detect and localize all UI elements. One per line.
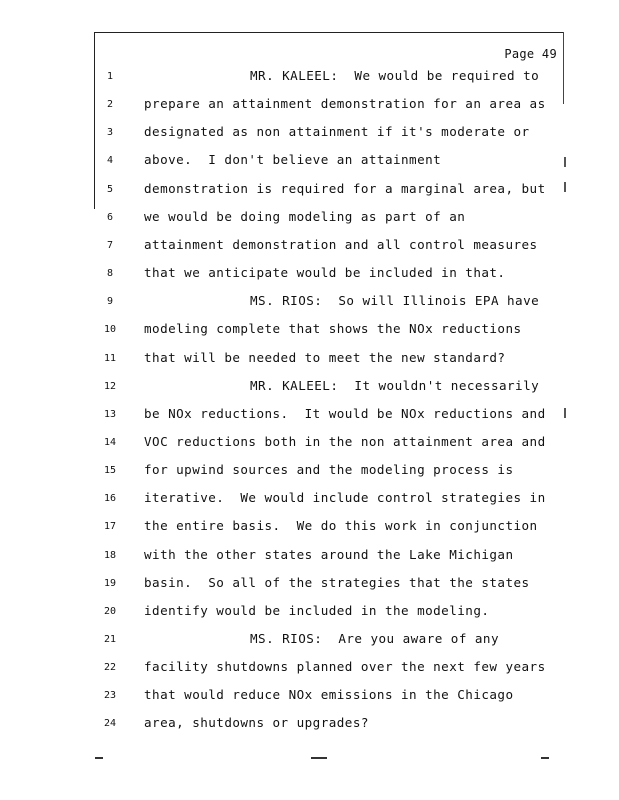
- transcript-line: [0, 265, 619, 285]
- page-number-header: Page 49: [504, 47, 557, 61]
- line-number: 19: [103, 577, 117, 589]
- transcript-line: [0, 687, 619, 707]
- line-text: be NOx reductions. It would be NOx reductions and: [144, 405, 546, 421]
- transcript-line: [0, 575, 619, 595]
- line-number: 24: [103, 718, 117, 730]
- line-text: iterative. We would include control strategies in: [144, 490, 546, 506]
- line-number: 17: [103, 521, 117, 533]
- line-number: 2: [106, 99, 114, 111]
- line-text: VOC reductions both in the non attainment area and: [144, 433, 546, 449]
- line-number: 23: [103, 690, 117, 702]
- line-text: that would reduce NOx emissions in the Chicago: [144, 687, 514, 703]
- line-number: 11: [103, 352, 117, 364]
- transcript-line: [0, 124, 619, 144]
- transcript-line: [0, 209, 619, 229]
- line-text: MS. RIOS: So will Illinois EPA have: [250, 293, 540, 309]
- line-number: 10: [103, 324, 117, 336]
- transcript-line: [0, 406, 619, 426]
- bottom-mark-center: [311, 757, 327, 759]
- transcript-line: [0, 237, 619, 257]
- line-text: we would be doing modeling as part of an: [144, 208, 466, 224]
- transcript-line: [0, 152, 619, 172]
- line-text: for upwind sources and the modeling process is: [144, 462, 514, 478]
- line-number: 3: [106, 127, 114, 139]
- line-text: demonstration is required for a marginal area, but: [144, 180, 546, 196]
- transcript-line: [0, 293, 619, 313]
- transcript-line: [0, 434, 619, 454]
- transcript-line: [0, 321, 619, 341]
- line-number: 12: [103, 380, 117, 392]
- line-text: area, shutdowns or upgrades?: [144, 715, 369, 731]
- line-text: identify would be included in the modeling.: [144, 602, 490, 618]
- line-text: MS. RIOS: Are you aware of any: [250, 631, 499, 646]
- transcript-line: [0, 68, 619, 88]
- line-number: 22: [103, 662, 117, 674]
- line-text: that will be needed to meet the new standard?: [144, 349, 506, 365]
- transcript-line: [0, 715, 619, 735]
- transcript-line: [0, 490, 619, 510]
- transcript-line: [0, 378, 619, 398]
- line-number: 18: [103, 549, 117, 561]
- line-text: that we anticipate would be included in that.: [144, 265, 506, 281]
- transcript-line: [0, 350, 619, 370]
- line-number: 6: [106, 211, 114, 223]
- line-text: basin. So all of the strategies that the states: [144, 574, 530, 590]
- line-text: attainment demonstration and all control measures: [144, 236, 538, 252]
- bottom-mark-left: [95, 757, 103, 759]
- line-text: above. I don't believe an attainment: [144, 152, 442, 168]
- line-number: 8: [106, 268, 114, 280]
- line-text: prepare an attainment demonstration for an area as: [144, 96, 546, 112]
- line-number: 21: [103, 634, 117, 645]
- line-number: 5: [106, 183, 114, 195]
- line-number: 4: [106, 155, 114, 167]
- line-text: facility shutdowns planned over the next few years: [144, 659, 546, 675]
- line-text: MR. KALEEL: It wouldn't necessarily: [250, 377, 540, 393]
- line-number: 7: [106, 239, 114, 251]
- transcript-line: [0, 659, 619, 679]
- bottom-mark-right: [541, 757, 549, 759]
- line-number: 14: [103, 436, 117, 448]
- line-number: 16: [103, 493, 117, 505]
- line-number: 13: [103, 408, 117, 420]
- transcript-line: [0, 462, 619, 482]
- line-text: designated as non attainment if it's moderate or: [144, 124, 530, 140]
- page-border-top: [94, 32, 564, 33]
- line-number: 9: [106, 296, 114, 308]
- line-number: 15: [103, 465, 117, 477]
- transcript-line: [0, 603, 619, 623]
- line-text: with the other states around the Lake Michigan: [144, 546, 514, 562]
- line-number: 20: [103, 605, 117, 617]
- line-text: modeling complete that shows the NOx reductions: [144, 321, 522, 337]
- transcript-line: [0, 547, 619, 567]
- line-number: 1: [106, 71, 114, 82]
- transcript-line: [0, 96, 619, 116]
- transcript-line: [0, 631, 619, 651]
- line-text: the entire basis. We do this work in conjunction: [144, 518, 538, 534]
- transcript-line: [0, 518, 619, 538]
- line-text: MR. KALEEL: We would be required to: [250, 68, 540, 83]
- transcript-line: [0, 181, 619, 201]
